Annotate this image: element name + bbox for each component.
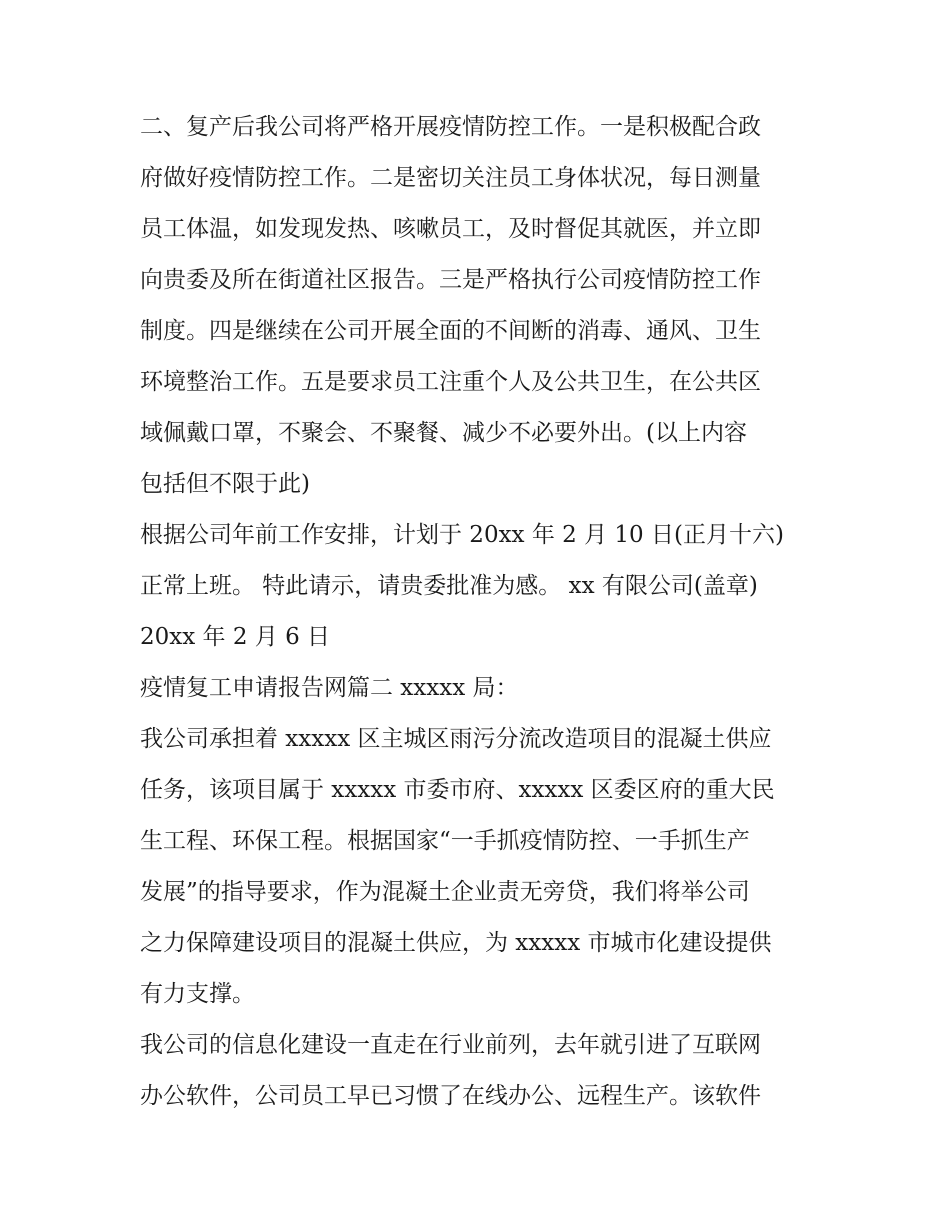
text-line: 域佩戴口罩，不聚会、不聚餐、减少不必要外出。(以上内容 xyxy=(140,420,747,446)
text-line: 办公软件，公司员工早已习惯了在线办公、远程生产。该软件 xyxy=(140,1083,761,1109)
text-line: 20xx 年 2 月 6 日 xyxy=(140,624,331,650)
text-line: 根据公司年前工作安排，计划于 20xx 年 2 月 10 日(正月十六) xyxy=(140,522,784,548)
document-body xyxy=(140,102,820,1122)
text-line: 任务，该项目属于 xxxxx 市委市府、xxxxx 区委区府的重大民 xyxy=(140,777,775,803)
text-line: 之力保障建设项目的混凝土供应，为 xxxxx 市城市化建设提供 xyxy=(140,930,772,956)
text-line: 员工体温，如发现发热、咳嗽员工，及时督促其就医，并立即 xyxy=(140,216,761,242)
text-line: 我公司的信息化建设一直走在行业前列，去年就引进了互联网 xyxy=(140,1032,761,1058)
text-line: 制度。四是继续在公司开展全面的不间断的消毒、通风、卫生 xyxy=(140,318,761,344)
text-line: 府做好疫情防控工作。二是密切关注员工身体状况，每日测量 xyxy=(140,165,761,191)
text-line: 生工程、环保工程。根据国家“一手抓疫情防控、一手抓生产 xyxy=(140,828,750,854)
text-line: 疫情复工申请报告网篇二 xxxxx 局： xyxy=(140,675,519,701)
text-line: 二、复产后我公司将严格开展疫情防控工作。一是积极配合政 xyxy=(140,114,761,140)
text-line: 正常上班。 特此请示，请贵委批准为感。 xx 有限公司(盖章) xyxy=(140,573,758,599)
text-line: 有力支撑。 xyxy=(140,981,255,1007)
text-line: 向贵委及所在街道社区报告。三是严格执行公司疫情防控工作 xyxy=(140,267,761,293)
text-line: 包括但不限于此) xyxy=(140,471,310,497)
text-line: 我公司承担着 xxxxx 区主城区雨污分流改造项目的混凝土供应 xyxy=(140,726,772,752)
text-line: 环境整治工作。五是要求员工注重个人及公共卫生，在公共区 xyxy=(140,369,761,395)
text-line: 发展”的指导要求，作为混凝土企业责无旁贷，我们将举公司 xyxy=(140,879,750,905)
